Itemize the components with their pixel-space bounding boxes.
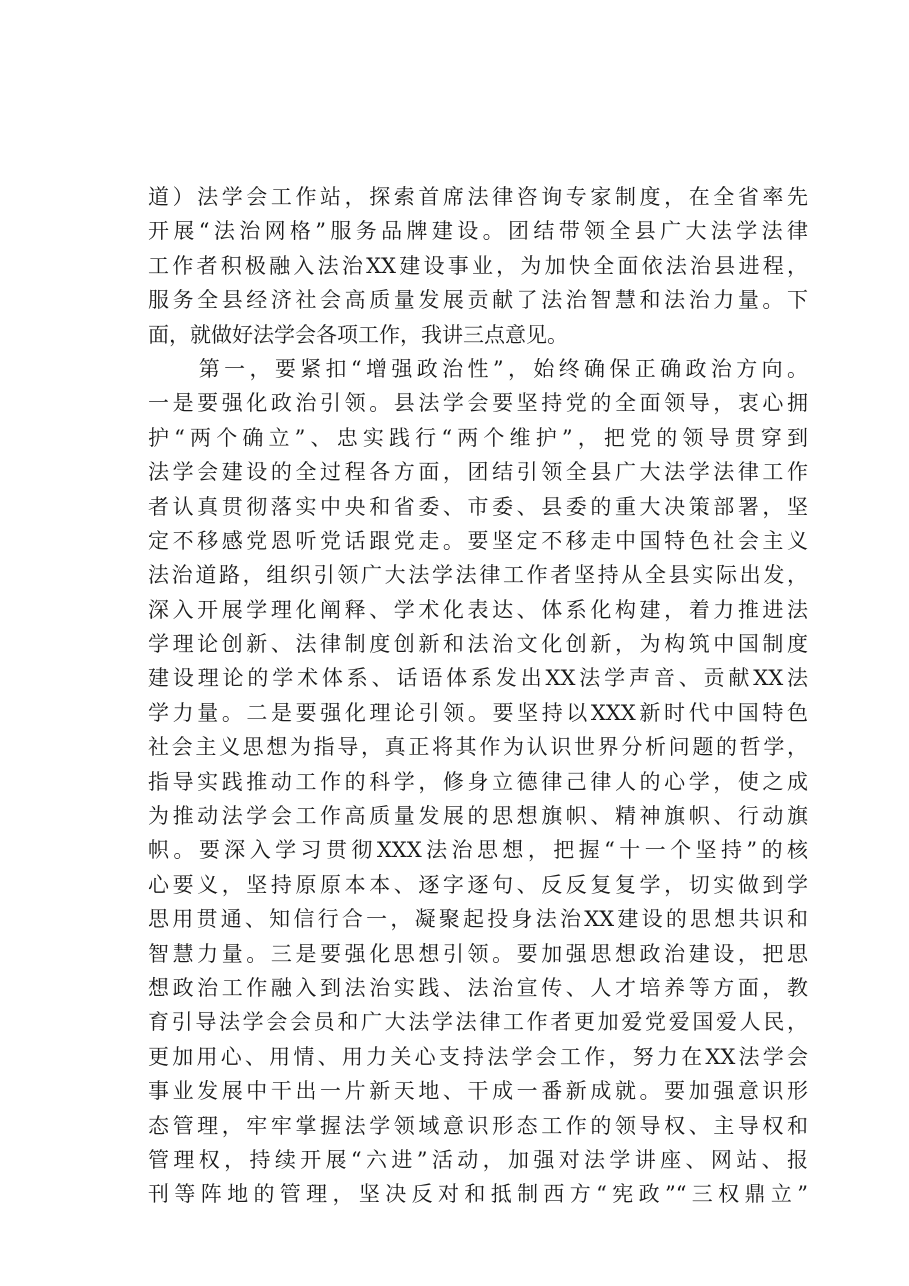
text-line: 学力量。二是要强化理论引领。要坚持以XXX新时代中国特色 xyxy=(148,700,808,725)
body-text xyxy=(148,180,808,1212)
text-line: 法治道路，组织引领广大法学法律工作者坚持从全县实际出发， xyxy=(148,563,808,588)
text-line: 建设理论的学术体系、话语体系发出XX法学声音、贡献XX法 xyxy=(148,666,808,691)
text-line: 法学会建设的全过程各方面，团结引领全县广大法学法律工作 xyxy=(148,460,808,485)
text-line: 智慧力量。三是要强化思想引领。要加强思想政治建设，把思 xyxy=(148,941,808,966)
text-line: 刊等阵地的管理，坚决反对和抵制西方“宪政”“三权鼎立” xyxy=(148,1182,808,1207)
text-line: 面，就做好法学会各项工作，我讲三点意见。 xyxy=(148,322,568,347)
text-line: 社会主义思想为指导，真正将其作为认识世界分析问题的哲学， xyxy=(148,735,808,760)
text-line: 学理论创新、法律制度创新和法治文化创新，为构筑中国制度 xyxy=(148,632,808,657)
text-line: 帜。要深入学习贯彻XXX法治思想，把握“十一个坚持”的核 xyxy=(148,838,808,863)
text-line: 指导实践推动工作的科学，修身立德律己律人的心学，使之成 xyxy=(148,769,808,794)
text-line: 工作者积极融入法治XX建设事业，为加快全面依法治县进程， xyxy=(148,253,808,278)
text-line: 态管理，牢牢掌握法学领域意识形态工作的领导权、主导权和 xyxy=(148,1113,808,1138)
text-line: 事业发展中干出一片新天地、干成一番新成就。要加强意识形 xyxy=(148,1079,808,1104)
text-line: 一是要强化政治引领。县法学会要坚持党的全面领导，衷心拥 xyxy=(148,391,808,416)
text-line: 想政治工作融入到法治实践、法治宣传、人才培养等方面，教 xyxy=(148,975,808,1000)
text-line: 心要义，坚持原原本本、逐字逐句、反反复复学，切实做到学 xyxy=(148,872,808,897)
text-line: 定不移感党恩听党话跟党走。要坚定不移走中国特色社会主义 xyxy=(148,528,808,553)
text-line: 为推动法学会工作高质量发展的思想旗帜、精神旗帜、行动旗 xyxy=(148,804,808,829)
text-line: 育引导法学会会员和广大法学法律工作者更加爱党爱国爱人民， xyxy=(148,1010,808,1035)
text-line: 开展“法治网格”服务品牌建设。团结带领全县广大法学法律 xyxy=(148,219,808,244)
text-line: 思用贯通、知信行合一，凝聚起投身法治XX建设的思想共识和 xyxy=(148,907,808,932)
text-line: 者认真贯彻落实中央和省委、市委、县委的重大决策部署，坚 xyxy=(148,494,808,519)
text-line: 护“两个确立”、忠实践行“两个维护”，把党的领导贯穿到 xyxy=(148,425,808,450)
text-line: 第一，要紧扣“增强政治性”，始终确保正确政治方向。 xyxy=(148,356,808,381)
text-line: 服务全县经济社会高质量发展贡献了法治智慧和法治力量。下 xyxy=(148,288,808,313)
text-line: 道）法学会工作站，探索首席法律咨询专家制度，在全省率先 xyxy=(148,185,808,209)
text-line: 管理权，持续开展“六进”活动，加强对法学讲座、网站、报 xyxy=(148,1147,808,1172)
text-line: 深入开展学理化阐释、学术化表达、体系化构建，着力推进法 xyxy=(148,597,808,622)
text-line: 更加用心、用情、用力关心支持法学会工作，努力在XX法学会 xyxy=(148,1044,808,1069)
